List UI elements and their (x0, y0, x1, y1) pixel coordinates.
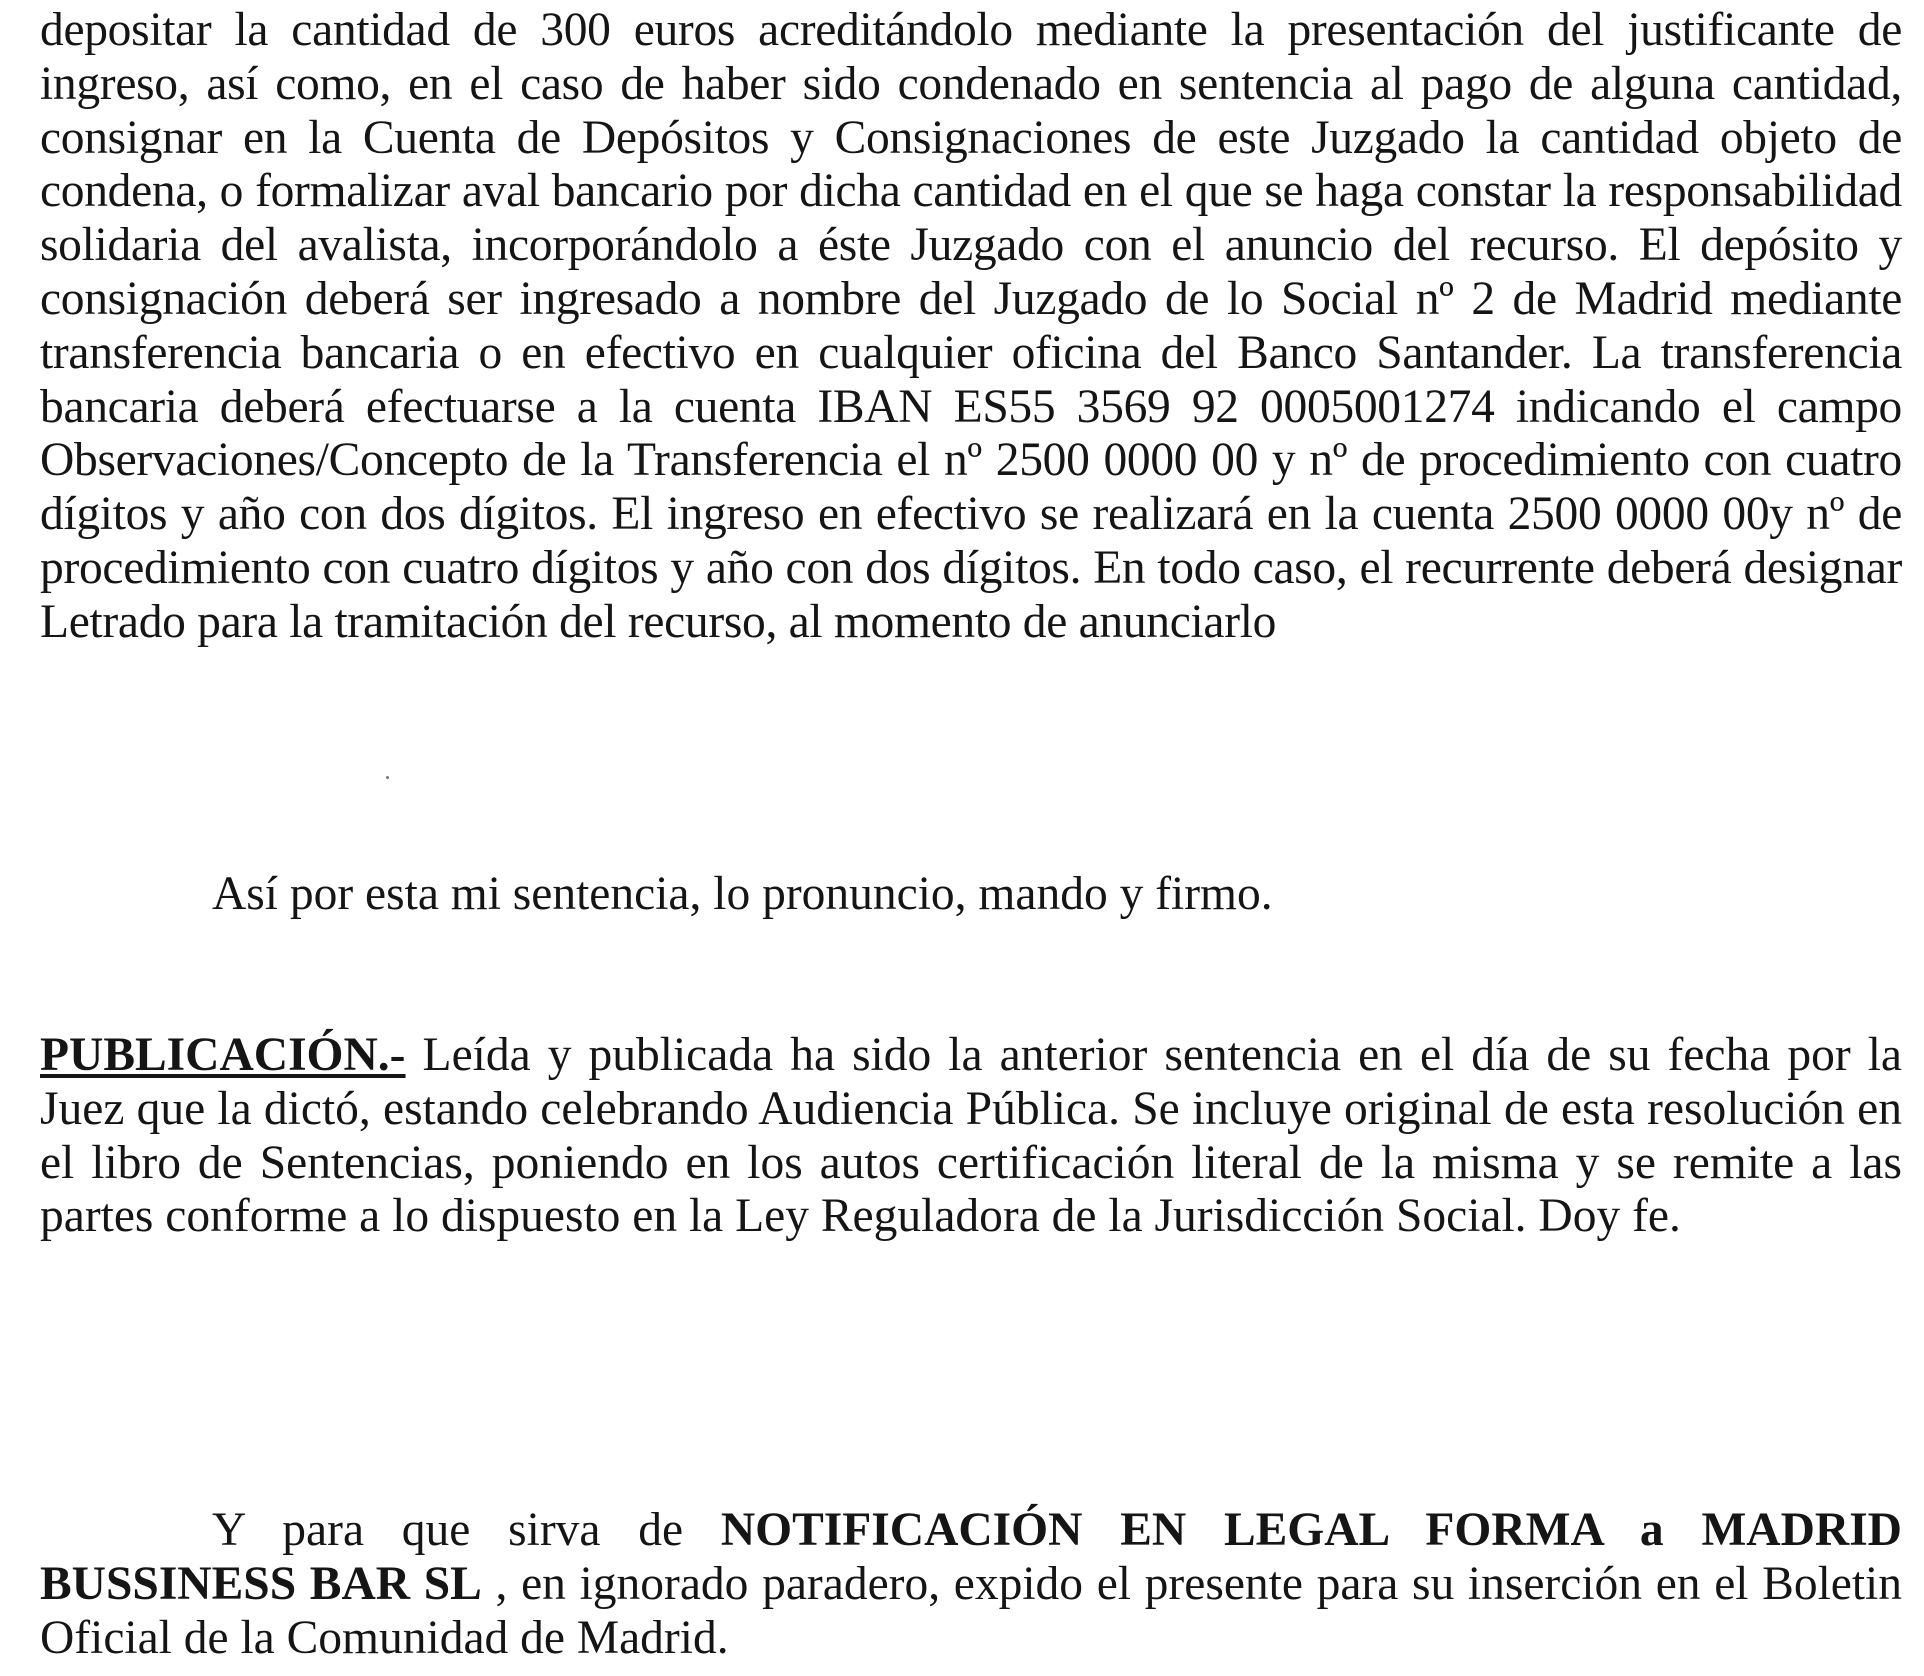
publication-paragraph (40, 1029, 1902, 1244)
notification-paragraph (40, 1504, 1902, 1665)
publication-text: Leída y publicada ha sido la anterior sentencia en el día de su fecha por la Juez que la dictó, estando celebrando Audiencia Pública. Se incluye original de esta resolución en el libro de Sentencias, poniendo en los autos certificación literal de la misma y se remite a las partes conforme a lo dispuesto en la Ley Reguladora de la Jurisdicción Social. Doy fe. (40, 1029, 1902, 1243)
scan-dot (386, 776, 389, 779)
publication-label: PUBLICACIÓN.- (40, 1029, 406, 1081)
document-page (40, 4, 1902, 650)
notification-rest: , en ignorado paradero, expido el presente para su inserción en el Boletin Oficial de la Comunidad de Madrid. (40, 1557, 1903, 1664)
closing-formula: Así por esta mi sentencia, lo pronuncio, mando y firmo. (212, 868, 1273, 920)
notification-recipient: NOTIFICACIÓN EN LEGAL FORMA a MADRID BUSSINESS BAR SL (40, 1504, 1902, 1610)
notification-intro: Y para que sirva de (212, 1504, 721, 1556)
paragraph-recurso: depositar la cantidad de 300 euros acreditándolo mediante la presentación del justificante de ingreso, así como, en el caso de haber sido condenado en sentencia al pago de alguna cantidad, consignar en la Cuenta de Depósitos y Consignaciones de este Juzgado la cantidad objeto de condena, o formalizar aval bancario por dicha cantidad en el que se haga constar la responsabilidad solidaria del avalista, incorporándolo a éste Juzgado con el anuncio del recurso. El depósito y consignación deberá ser ingresado a nombre del Juzgado de lo Social nº 2 de Madrid mediante transferencia bancaria o en efectivo en cualquier oficina del Banco Santander. La transferencia bancaria deberá efectuarse a la cuenta IBAN ES55 3569 92 0005001274 indicando el campo Observaciones/Concepto de la Transferencia el nº 2500 0000 00 y nº de procedimiento con cuatro dígitos y año con dos dígitos. El ingreso en efectivo se realizará en la cuenta 2500 0000 00y nº de procedimiento con cuatro dígitos y año con dos dígitos. En todo caso, el recurrente deberá designar Letrado para la tramitación del recurso, al momento de anunciarlo (40, 4, 1902, 648)
